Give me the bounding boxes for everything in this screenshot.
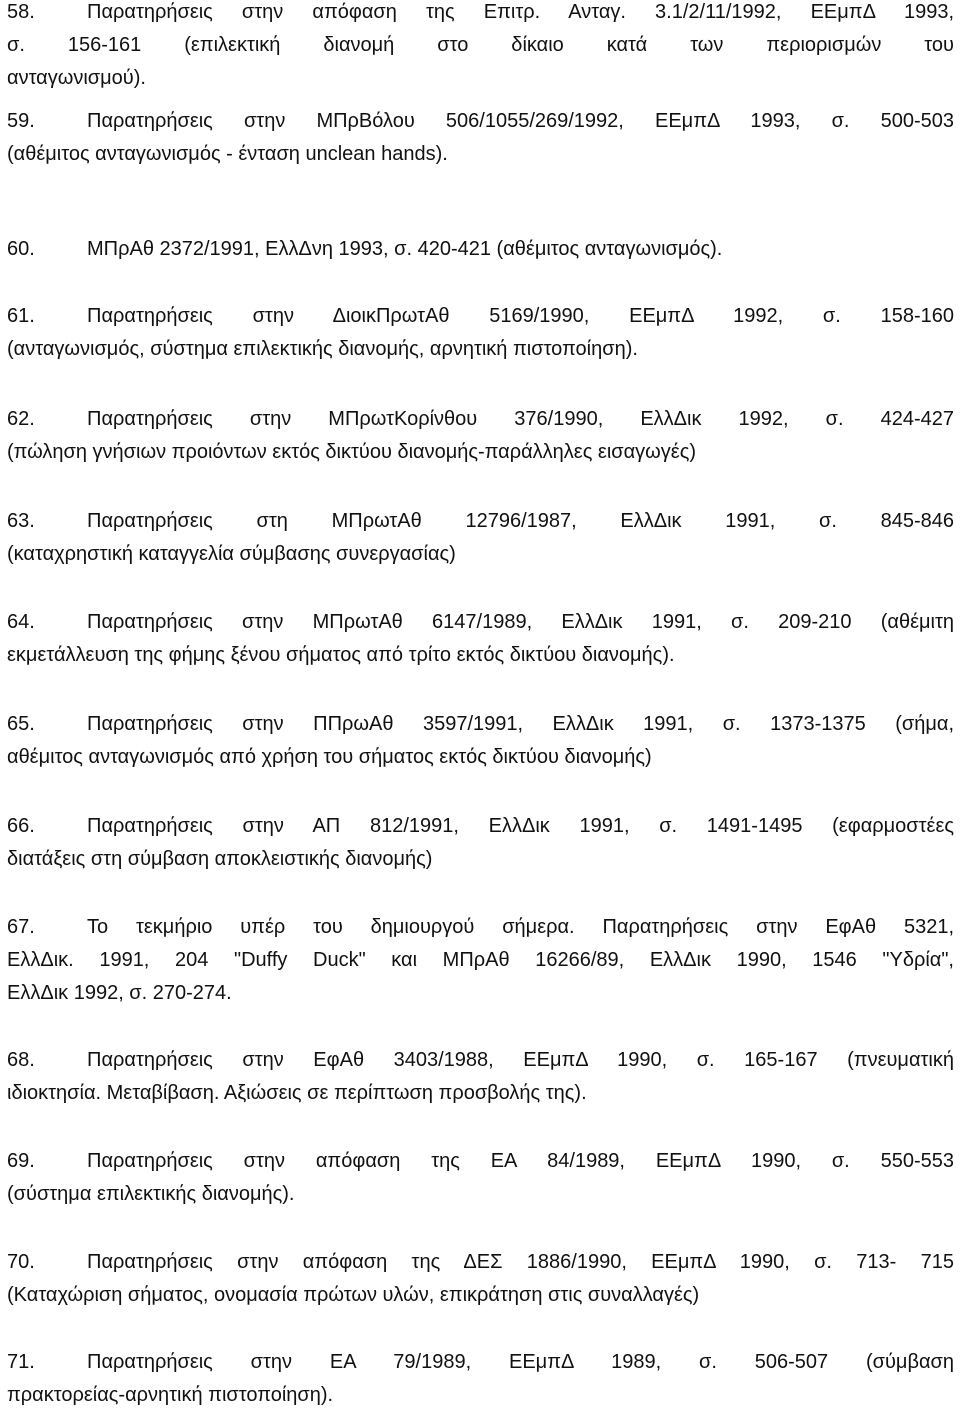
entry-number: 70.	[7, 1251, 35, 1273]
citation-entry-61	[7, 300, 954, 366]
entry-line: (αθέμιτος ανταγωνισμός - ένταση unclean hands).	[7, 143, 448, 165]
citation-entry-62	[7, 403, 954, 469]
entry-line	[7, 1044, 954, 1077]
entry-text: Παρατηρήσεις στη ΜΠρωτΑθ 12796/1987, ΕλλΔικ 1991, σ. 845-846	[87, 510, 954, 532]
entry-line: διατάξεις στη σύμβαση αποκλειστικής διανομής)	[7, 848, 433, 870]
entry-number: 71.	[7, 1351, 35, 1373]
entry-line: πρακτορείας-αρνητική πιστοποίηση).	[7, 1384, 334, 1406]
citation-entry-69	[7, 1145, 954, 1211]
entry-line	[7, 300, 954, 333]
entry-line	[7, 810, 954, 843]
entry-line: εκμετάλλευση της φήμης ξένου σήματος από τρίτο εκτός δικτύου διανομής).	[7, 644, 675, 666]
entry-number: 64.	[7, 611, 35, 633]
entry-number: 65.	[7, 713, 35, 735]
entry-text: Παρατηρήσεις στην ΜΠρωτΑθ 6147/1989, ΕλλΔικ 1991, σ. 209-210 (αθέμιτη	[87, 611, 954, 633]
entry-text: Παρατηρήσεις στην απόφαση της ΔΕΣ 1886/1990, ΕΕμπΔ 1990, σ. 713- 715	[87, 1251, 954, 1273]
citation-entry-71	[7, 1346, 954, 1412]
citation-entry-60	[7, 233, 954, 266]
entry-number: 67.	[7, 916, 35, 938]
citation-entry-58	[7, 0, 954, 95]
entry-text: Παρατηρήσεις στην απόφαση της ΕΑ 84/1989, ΕΕμπΔ 1990, σ. 550-553	[87, 1150, 954, 1172]
entry-text: Παρατηρήσεις στην ΕΑ 79/1989, ΕΕμπΔ 1989, σ. 506-507 (σύμβαση	[87, 1351, 954, 1373]
entry-text: Το τεκμήριο υπέρ του δημιουργού σήμερα. Παρατηρήσεις στην ΕφΑθ 5321,	[87, 916, 954, 938]
citation-entry-65	[7, 708, 954, 774]
citation-entry-63	[7, 505, 954, 571]
entry-line	[7, 505, 954, 538]
entry-line	[7, 0, 954, 29]
citation-entry-64	[7, 606, 954, 672]
entry-line	[7, 1145, 954, 1178]
entry-line	[7, 606, 954, 639]
entry-number: 66.	[7, 815, 35, 837]
entry-line: ΕλλΔικ. 1991, 204 "Duffy Duck" και ΜΠρΑθ 16266/89, ΕλλΔικ 1990, 1546 "Υδρία",	[7, 949, 954, 971]
entry-line: (σύστημα επιλεκτικής διανομής).	[7, 1183, 295, 1205]
citation-entry-70	[7, 1246, 954, 1312]
entry-text: Παρατηρήσεις στην ΕφΑθ 3403/1988, ΕΕμπΔ 1990, σ. 165-167 (πνευματική	[87, 1049, 954, 1071]
entry-line	[7, 403, 954, 436]
entry-number: 61.	[7, 305, 35, 327]
entry-line: (πώληση γνήσιων προιόντων εκτός δικτύου διανομής-παράλληλες εισαγωγές)	[7, 441, 697, 463]
entry-line	[7, 105, 954, 138]
entry-line: αθέμιτος ανταγωνισμός από χρήση του σήματος εκτός δικτύου διανομής)	[7, 746, 652, 768]
entry-number: 63.	[7, 510, 35, 532]
entry-number: 60.	[7, 238, 35, 260]
entry-number: 68.	[7, 1049, 35, 1071]
entry-line	[7, 1346, 954, 1379]
entry-line: ανταγωνισμού).	[7, 67, 146, 89]
entry-text: Παρατηρήσεις στην ΑΠ 812/1991, ΕλλΔικ 1991, σ. 1491-1495 (εφαρμοστέες	[87, 815, 954, 837]
entry-text: Παρατηρήσεις στην απόφαση της Επιτρ. Ανταγ. 3.1/2/11/1992, ΕΕμπΔ 1993,	[87, 1, 954, 23]
entry-text: Παρατηρήσεις στην ΜΠρΒόλου 506/1055/269/1992, ΕΕμπΔ 1993, σ. 500-503	[87, 110, 954, 132]
entry-number: 62.	[7, 408, 35, 430]
entry-line: σ. 156-161 (επιλεκτική διανομή στο δίκαιο κατά των περιορισμών του	[7, 34, 954, 56]
entry-line: (καταχρηστική καταγγελία σύμβασης συνεργασίας)	[7, 543, 456, 565]
entry-text: Παρατηρήσεις στην ΔιοικΠρωτΑθ 5169/1990, ΕΕμπΔ 1992, σ. 158-160	[87, 305, 954, 327]
entry-number: 59.	[7, 110, 35, 132]
entry-line	[7, 233, 954, 266]
citation-entry-59	[7, 105, 954, 171]
entry-text: ΜΠρΑθ 2372/1991, ΕλλΔνη 1993, σ. 420-421 (αθέμιτος ανταγωνισμός).	[87, 238, 723, 260]
entry-line: (Καταχώριση σήματος, ονομασία πρώτων υλών, επικράτηση στις συναλλαγές)	[7, 1284, 700, 1306]
entry-text: Παρατηρήσεις στην ΠΠρωΑθ 3597/1991, ΕλλΔικ 1991, σ. 1373-1375 (σήμα,	[87, 713, 954, 735]
citation-entry-66	[7, 810, 954, 876]
entry-number: 58.	[7, 1, 35, 23]
entry-line	[7, 708, 954, 741]
entry-line	[7, 911, 954, 944]
entry-text: Παρατηρήσεις στην ΜΠρωτΚορίνθου 376/1990, ΕλλΔικ 1992, σ. 424-427	[87, 408, 954, 430]
citation-entry-67	[7, 911, 954, 1010]
entry-line: ιδιοκτησία. Μεταβίβαση. Αξιώσεις σε περίπτωση προσβολής της).	[7, 1082, 587, 1104]
entry-line: (ανταγωνισμός, σύστημα επιλεκτικής διανομής, αρνητική πιστοποίηση).	[7, 338, 638, 360]
entry-number: 69.	[7, 1150, 35, 1172]
entry-line: ΕλλΔικ 1992, σ. 270-274.	[7, 982, 232, 1004]
citation-entry-68	[7, 1044, 954, 1110]
entry-line	[7, 1246, 954, 1279]
